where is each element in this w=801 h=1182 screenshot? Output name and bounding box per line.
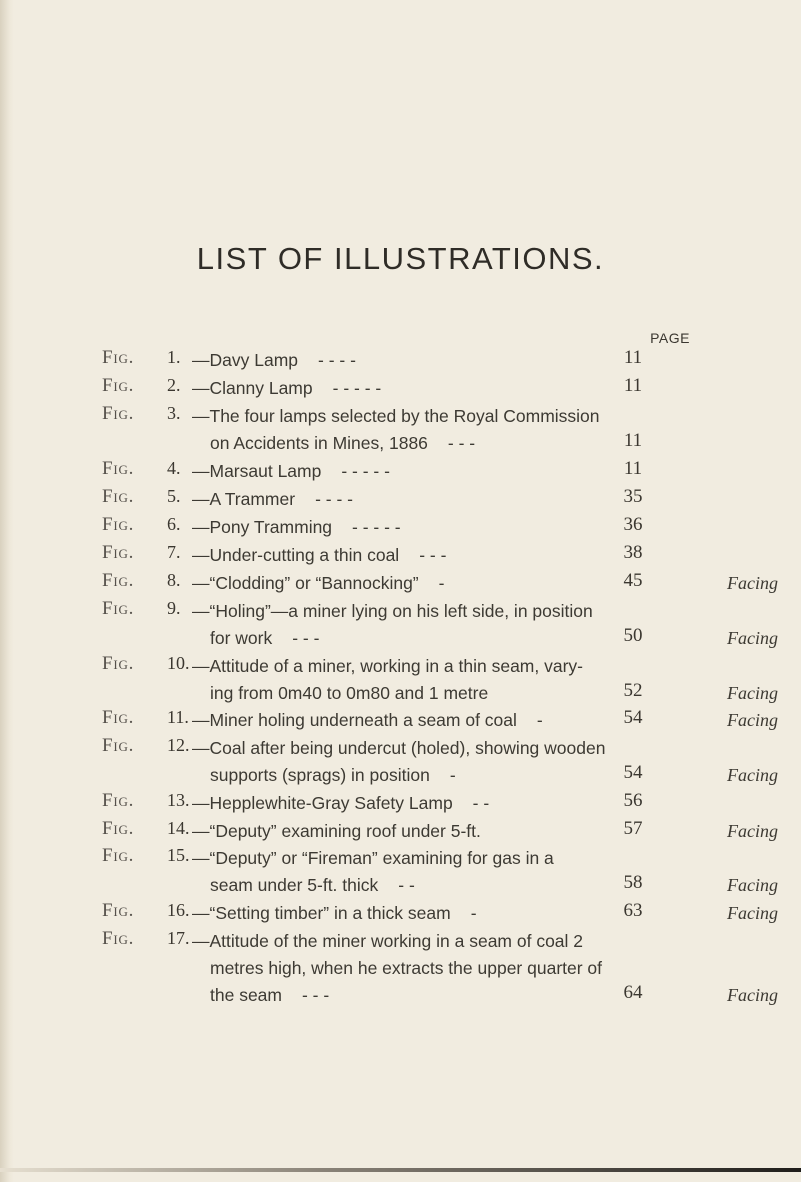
facing-label: Facing (727, 903, 778, 923)
fig-label: Fig. (102, 928, 135, 949)
caption-text: —Attitude of a miner, working in a thin seam, vary- (192, 656, 583, 676)
leader-dashes: - - - - - (341, 461, 390, 481)
leader-dashes: - - (472, 793, 490, 813)
caption-line (192, 845, 652, 872)
fig-label: Fig. (102, 403, 135, 424)
caption-line (192, 982, 778, 1009)
caption-line (192, 790, 652, 817)
fig-caption (192, 598, 778, 652)
leader-dashes: - - - (419, 545, 447, 565)
fig-number: 2. (167, 375, 181, 395)
caption-text: —A Trammer (192, 489, 296, 509)
fig-caption (192, 735, 778, 789)
caption-line (192, 430, 652, 457)
caption-line (192, 458, 652, 485)
caption-text: —“Clodding” or “Bannocking” (192, 573, 419, 593)
fig-label: Fig. (102, 514, 135, 535)
leader-dashes: - (536, 710, 543, 730)
fig-label: Fig. (102, 845, 135, 866)
page-number: 52 (623, 680, 643, 701)
fig-label: Fig. (102, 486, 135, 507)
fig-label: Fig. (102, 542, 135, 563)
page-number: 11 (623, 347, 643, 368)
caption-line (192, 570, 778, 597)
fig-number: 10. (167, 653, 190, 673)
fig-number: 3. (167, 403, 181, 423)
caption-text: seam under 5-ft. thick (210, 875, 379, 895)
fig-number: 17. (167, 928, 190, 948)
caption-line (192, 872, 778, 899)
fig-number: 11. (167, 707, 189, 727)
caption-text: —Hepplewhite-Gray Safety Lamp (192, 793, 453, 813)
facing-label: Facing (727, 710, 778, 730)
facing-label: Facing (727, 573, 778, 593)
leader-dashes: - - - - - (332, 378, 382, 398)
fig-number: 7. (167, 542, 181, 562)
fig-caption (192, 928, 778, 1009)
fig-label: Fig. (102, 570, 135, 591)
fig-number: 4. (167, 458, 181, 478)
fig-label: Fig. (102, 375, 135, 396)
caption-line (192, 680, 778, 707)
page-number: 57 (623, 818, 643, 839)
page-number: 38 (623, 542, 643, 563)
page-number: 35 (623, 486, 643, 507)
page-number: 36 (623, 514, 643, 535)
page-number: 54 (623, 707, 643, 728)
page-number: 56 (623, 790, 643, 811)
leader-dashes: - - - - (318, 350, 356, 370)
page-number: 11 (623, 375, 643, 396)
bottom-rule (0, 1168, 801, 1172)
caption-text: —Clanny Lamp (192, 378, 313, 398)
page-number: 63 (623, 900, 643, 921)
fig-number: 14. (167, 818, 190, 838)
caption-line (192, 625, 778, 652)
caption-text: —Attitude of the miner working in a seam of coal 2 (192, 931, 584, 951)
caption-text: —Under-cutting a thin coal (192, 545, 400, 565)
fig-label: Fig. (102, 818, 135, 839)
fig-caption (192, 514, 652, 541)
facing-label: Facing (727, 821, 778, 841)
leader-dashes: - - - (447, 433, 476, 453)
page-edge (0, 0, 14, 1182)
fig-caption (192, 347, 652, 374)
fig-caption (192, 403, 652, 457)
leader-dashes: - (470, 903, 477, 923)
facing-label: Facing (727, 875, 778, 895)
page-number: 11 (623, 430, 643, 451)
caption-line (192, 900, 778, 927)
fig-caption (192, 845, 778, 899)
caption-line (192, 347, 652, 374)
caption-text: —Coal after being undercut (holed), showing wooden (192, 738, 606, 758)
caption-text: —“Deputy” examining roof under 5-ft. (192, 821, 481, 841)
caption-text: —The four lamps selected by the Royal Commission (192, 406, 600, 426)
fig-label: Fig. (102, 347, 135, 368)
fig-number: 5. (167, 486, 181, 506)
fig-caption (192, 375, 652, 402)
facing-label: Facing (727, 683, 778, 703)
caption-line (192, 598, 652, 625)
fig-label: Fig. (102, 707, 135, 728)
fig-number: 15. (167, 845, 190, 865)
caption-text: —Miner holing underneath a seam of coal (192, 710, 517, 730)
leader-dashes: - - - - (315, 489, 353, 509)
fig-number: 13. (167, 790, 190, 810)
leader-dashes: - (438, 573, 445, 593)
page-number: 11 (623, 458, 643, 479)
caption-line (192, 514, 652, 541)
caption-text: on Accidents in Mines, 1886 (210, 433, 428, 453)
fig-number: 12. (167, 735, 190, 755)
leader-dashes: - - - - - (352, 517, 401, 537)
fig-caption (192, 653, 778, 707)
caption-line (192, 375, 652, 402)
fig-label: Fig. (102, 900, 135, 921)
fig-caption (192, 707, 778, 734)
page-column-header: PAGE (650, 330, 690, 346)
fig-label: Fig. (102, 653, 135, 674)
caption-line (192, 707, 778, 734)
page-number: 45 (623, 570, 643, 591)
caption-line (192, 955, 652, 982)
fig-caption (192, 458, 652, 485)
caption-text: the seam (210, 985, 282, 1005)
fig-number: 6. (167, 514, 181, 534)
caption-text: for work (210, 628, 273, 648)
caption-line (192, 818, 778, 845)
page-number: 64 (623, 982, 643, 1003)
page-number: 50 (623, 625, 643, 646)
leader-dashes: - - - (301, 985, 330, 1005)
caption-text: —“Deputy” or “Fireman” examining for gas in a (192, 848, 554, 868)
caption-line (192, 542, 652, 569)
fig-label: Fig. (102, 735, 135, 756)
caption-text: —Pony Tramming (192, 517, 333, 537)
fig-caption (192, 900, 778, 927)
fig-caption (192, 486, 652, 513)
caption-text: metres high, when he extracts the upper quarter of (210, 958, 603, 978)
page-title: LIST OF ILLUSTRATIONS. (196, 241, 605, 276)
page-number: 54 (623, 762, 643, 783)
caption-line (192, 928, 652, 955)
fig-number: 16. (167, 900, 190, 920)
fig-number: 8. (167, 570, 181, 590)
caption-line (192, 486, 652, 513)
caption-text: supports (sprags) in position (210, 765, 430, 785)
caption-text: —Davy Lamp (192, 350, 299, 370)
leader-dashes: - - (398, 875, 415, 895)
caption-line (192, 403, 652, 430)
caption-text: —“Setting timber” in a thick seam (192, 903, 451, 923)
facing-label: Facing (727, 985, 778, 1005)
facing-label: Facing (727, 765, 778, 785)
fig-caption (192, 570, 778, 597)
fig-number: 9. (167, 598, 181, 618)
fig-caption (192, 542, 652, 569)
caption-line (192, 762, 778, 789)
fig-caption (192, 790, 652, 817)
leader-dashes: - - - (292, 628, 320, 648)
fig-caption (192, 818, 778, 845)
fig-label: Fig. (102, 458, 135, 479)
caption-text: ing from 0m40 to 0m80 and 1 metre (210, 683, 489, 703)
fig-label: Fig. (102, 598, 135, 619)
fig-label: Fig. (102, 790, 135, 811)
fig-number: 1. (167, 347, 181, 367)
leader-dashes: - (449, 765, 456, 785)
caption-line (192, 735, 652, 762)
caption-text: —“Holing”—a miner lying on his left side, in position (192, 601, 593, 621)
caption-line (192, 653, 652, 680)
facing-label: Facing (727, 628, 778, 648)
caption-text: —Marsaut Lamp (192, 461, 322, 481)
page-number: 58 (623, 872, 643, 893)
